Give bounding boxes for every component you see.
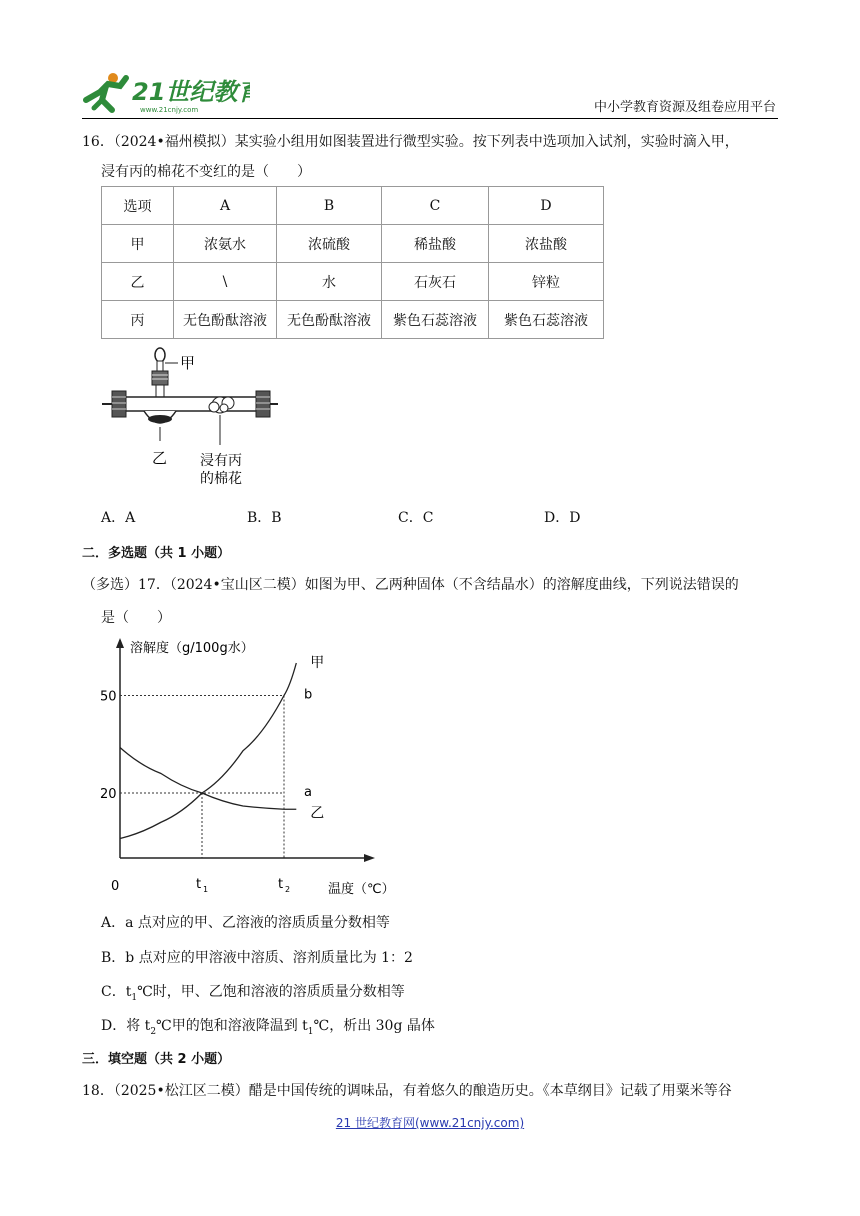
section-heading-fill: 三．填空题（共 2 小题）: [82, 1052, 231, 1067]
q17-choice-a[interactable]: A．a 点对应的甲、乙溶液的溶质质量分数相等: [101, 915, 390, 931]
subscript: 2: [150, 1026, 157, 1037]
origin-label: 0: [111, 879, 120, 894]
table-cell: 丙: [102, 301, 174, 339]
subscript: 1: [307, 1026, 314, 1037]
q16-choice-b[interactable]: B．B: [247, 510, 282, 526]
table-cell: A: [174, 187, 277, 225]
table-cell: 稀盐酸: [382, 225, 489, 263]
table-cell: 选项: [102, 187, 174, 225]
site-logo: [80, 70, 250, 114]
table-cell: 浓硫酸: [277, 225, 382, 263]
subscript: 1: [131, 992, 138, 1003]
solubility-chart: [96, 630, 426, 900]
q16-options-table: [101, 186, 604, 339]
choice-text: D．将 t: [101, 1018, 151, 1034]
choice-text: ℃甲的饱和溶液降温到 t: [156, 1018, 308, 1034]
logo-url: www.21cnjy.com: [140, 106, 199, 114]
x-tick-label: t: [196, 877, 202, 892]
runner-icon: [86, 73, 126, 110]
section-heading-multi: 二．多选题（共 1 小题）: [82, 546, 231, 561]
q16-stem-line1: 16．（2024•福州模拟）某实验小组用如图装置进行微型实验。按下列表中选项加入试剂，实验时滴入甲，: [82, 134, 739, 150]
q16-choice-c[interactable]: C．C: [398, 510, 434, 526]
y-axis-arrow-icon: [116, 638, 124, 648]
x-axis-arrow-icon: [364, 854, 375, 862]
series-label: 甲: [310, 655, 325, 671]
table-cell: C: [382, 187, 489, 225]
x-axis-label: 温度（℃）: [328, 882, 395, 897]
label-yi: 乙: [152, 449, 168, 467]
table-cell: B: [277, 187, 382, 225]
apparatus-figure: [100, 345, 280, 495]
q18-stem-line1: 18．（2025•松江区二模）醋是中国传统的调味品，有着悠久的酿造历史。《本草纲目》记载了用粟米等谷: [82, 1083, 732, 1099]
table-cell: 无色酚酞溶液: [277, 301, 382, 339]
table-cell: 紫色石蕊溶液: [382, 301, 489, 339]
q17-stem-line2: 是（ ）: [101, 610, 171, 626]
q16-choice-a[interactable]: A．A: [101, 510, 136, 526]
table-header-row: [102, 187, 604, 225]
point-label-a: a: [304, 785, 312, 800]
table-cell: 紫色石蕊溶液: [489, 301, 604, 339]
table-cell: 浓盐酸: [489, 225, 604, 263]
x-tick-subscript: 2: [285, 885, 291, 894]
table-cell: D: [489, 187, 604, 225]
table-cell: 甲: [102, 225, 174, 263]
table-cell: 锌粒: [489, 263, 604, 301]
table-cell: 浓氨水: [174, 225, 277, 263]
q17-stem-line1: （多选）17．（2024•宝山区二模）如图为甲、乙两种固体（不含结晶水）的溶解度曲线，下列说法错误的: [82, 577, 739, 593]
table-cell: 石灰石: [382, 263, 489, 301]
label-cotton-2: 的棉花: [200, 471, 242, 487]
q16-choice-d[interactable]: D．D: [544, 510, 581, 526]
choice-text: ℃时，甲、乙饱和溶液的溶质质量分数相等: [137, 984, 405, 1000]
table-row: [102, 301, 604, 339]
table-cell: 无色酚酞溶液: [174, 301, 277, 339]
right-stopper: [256, 391, 278, 417]
table-cell: \: [174, 263, 277, 301]
label-cotton-1: 浸有丙: [200, 453, 242, 469]
table-cell: 乙: [102, 263, 174, 301]
q17-choice-c[interactable]: [101, 981, 405, 1003]
table-cell: 水: [277, 263, 382, 301]
q16-stem-line2: 浸有丙的棉花不变红的是（ ）: [101, 164, 311, 180]
x-tick-label: t: [278, 877, 284, 892]
series-line-jia: [120, 663, 296, 839]
y-tick-label: 20: [100, 787, 117, 802]
q17-choice-b[interactable]: B．b 点对应的甲溶液中溶质、溶剂质量比为 1：2: [101, 950, 413, 966]
header-platform-text: 中小学教育资源及组卷应用平台: [593, 100, 776, 115]
table-row: [102, 263, 604, 301]
logo-text: 21世纪教育: [132, 78, 250, 106]
header-divider: [82, 118, 778, 119]
series-line-yi: [120, 748, 296, 810]
q17-choice-d[interactable]: [101, 1015, 435, 1037]
choice-text: C．t: [101, 984, 132, 1000]
series-label: 乙: [310, 805, 325, 822]
label-jia: 甲: [180, 354, 196, 372]
footer-link[interactable]: 21 世纪教育网(www.21cnjy.com): [335, 1116, 525, 1130]
y-axis-label: 溶解度（g/100g水）: [130, 641, 254, 656]
table-row: [102, 225, 604, 263]
x-tick-subscript: 1: [203, 885, 209, 894]
y-tick-label: 50: [100, 689, 117, 705]
choice-text: ℃，析出 30g 晶体: [313, 1018, 435, 1034]
point-label-b: b: [304, 687, 313, 703]
left-stopper: [102, 391, 126, 417]
